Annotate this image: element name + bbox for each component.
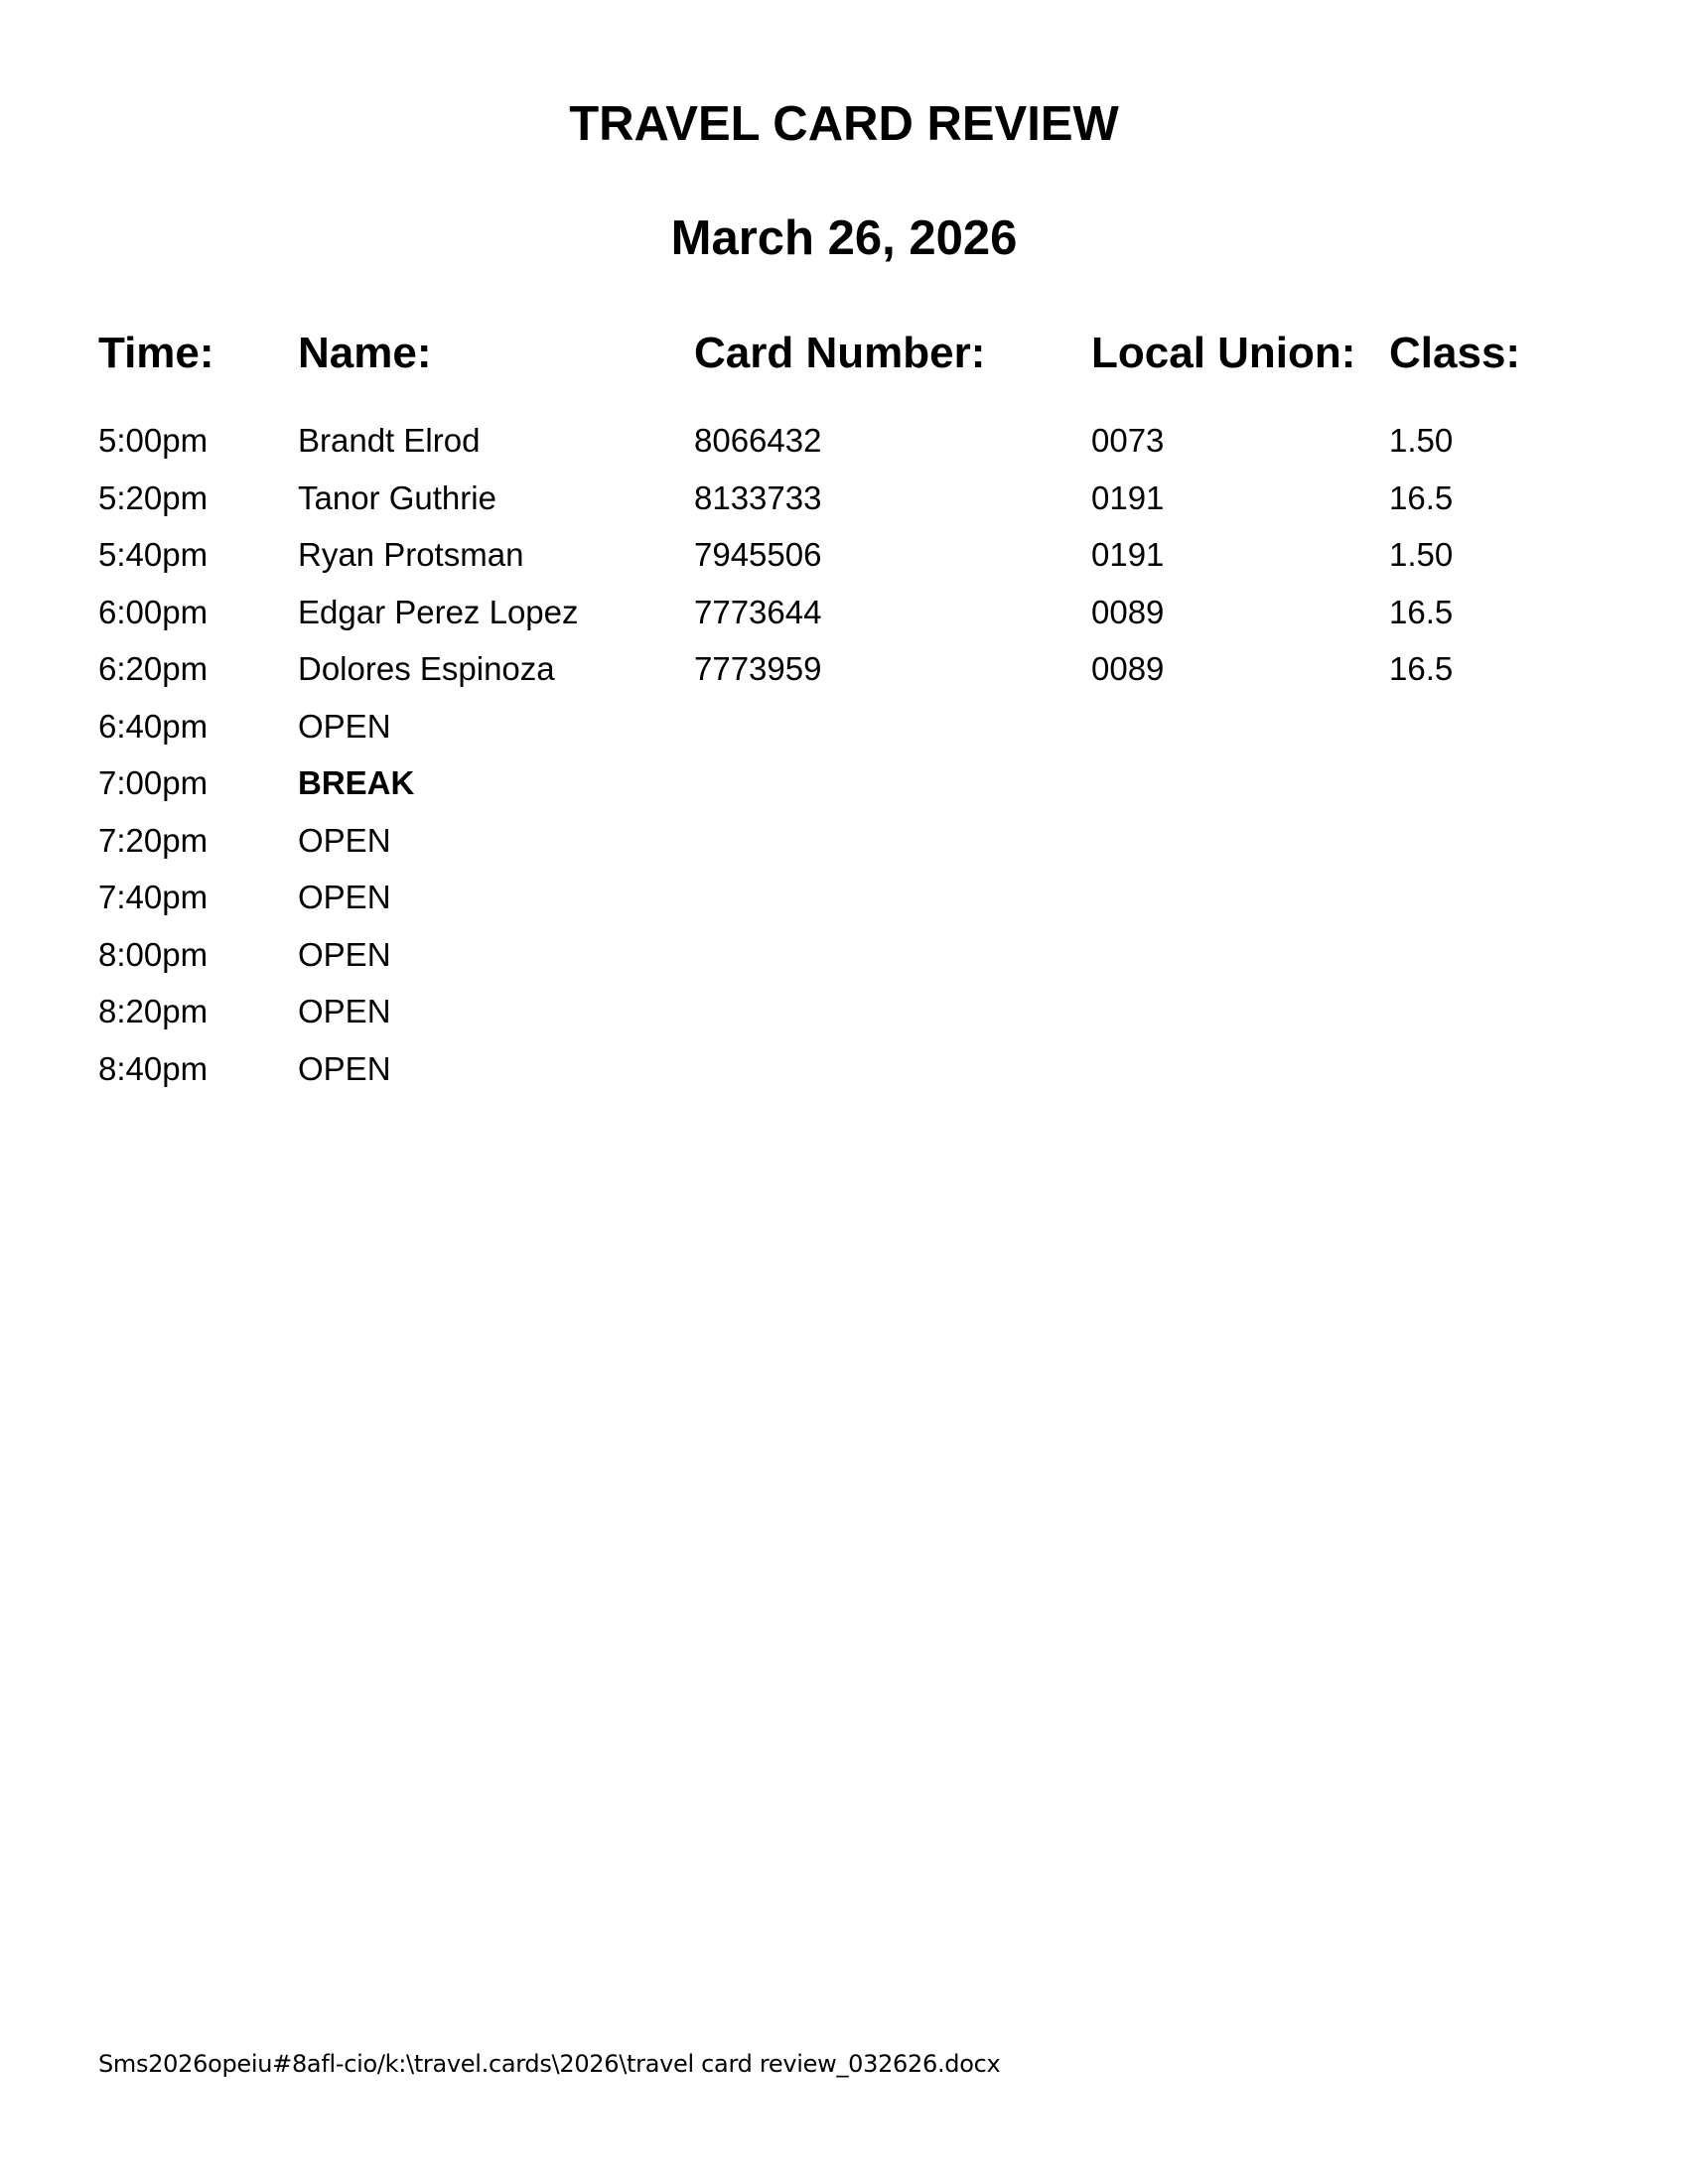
table-row — [0, 534, 1688, 592]
table-row — [0, 592, 1688, 649]
row-name: Edgar Perez Lopez — [298, 593, 579, 630]
row-time: 7:20pm — [98, 821, 209, 859]
row-local-union: 0089 — [1091, 593, 1165, 630]
row-local-union: 0073 — [1091, 422, 1165, 459]
row-local-union: 0191 — [1091, 478, 1165, 516]
header-time: Time: — [98, 329, 214, 377]
row-time: 6:40pm — [98, 707, 209, 745]
table-row — [0, 991, 1688, 1048]
row-class: 1.50 — [1389, 536, 1454, 573]
row-name: OPEN — [298, 935, 391, 973]
row-class: 16.5 — [1389, 478, 1454, 516]
row-name: OPEN — [298, 879, 391, 915]
row-name: OPEN — [298, 707, 391, 745]
row-time: 7:00pm — [98, 764, 209, 801]
table-row — [0, 820, 1688, 878]
row-name: Brandt Elrod — [298, 422, 481, 459]
footer-file-path: Sms2026opeiu#8afl-cio/k:\travel.cards\2026\travel card review_032626.docx — [98, 2050, 1001, 2078]
table-row — [0, 1048, 1688, 1106]
row-name: Ryan Protsman — [298, 536, 524, 573]
row-time: 8:20pm — [98, 993, 209, 1029]
row-time: 5:20pm — [98, 478, 209, 516]
row-name: Dolores Espinoza — [298, 650, 555, 687]
row-name: BREAK — [298, 764, 415, 801]
row-time: 8:00pm — [98, 935, 209, 973]
header-name: Name: — [298, 329, 432, 377]
row-card-number: 7773644 — [694, 593, 822, 630]
row-card-number: 7773959 — [694, 650, 822, 687]
row-time: 6:20pm — [98, 650, 209, 687]
table-row — [0, 420, 1688, 478]
table-header — [0, 329, 1688, 384]
row-class: 16.5 — [1389, 650, 1454, 687]
row-time: 8:40pm — [98, 1049, 209, 1087]
document-title: TRAVEL CARD REVIEW — [569, 97, 1119, 151]
header-class: Class: — [1389, 329, 1521, 377]
row-name: OPEN — [298, 821, 391, 859]
header-local-union: Local Union: — [1091, 329, 1356, 377]
row-name: Tanor Guthrie — [298, 478, 496, 516]
row-time: 7:40pm — [98, 879, 209, 915]
row-class: 1.50 — [1389, 422, 1454, 459]
table-row — [0, 706, 1688, 763]
row-time: 6:00pm — [98, 593, 209, 630]
table-row — [0, 934, 1688, 992]
row-name: OPEN — [298, 1049, 391, 1087]
row-card-number: 7945506 — [694, 536, 822, 573]
table-row — [0, 648, 1688, 706]
document-date: March 26, 2026 — [670, 211, 1018, 265]
row-card-number: 8133733 — [694, 478, 822, 516]
table-row — [0, 877, 1688, 934]
row-card-number: 8066432 — [694, 422, 822, 459]
schedule-table-body — [0, 420, 1688, 1105]
row-name: OPEN — [298, 993, 391, 1029]
row-time: 5:40pm — [98, 536, 209, 573]
row-time: 5:00pm — [98, 422, 209, 459]
header-card-number: Card Number: — [694, 329, 986, 377]
row-class: 16.5 — [1389, 593, 1454, 630]
row-local-union: 0089 — [1091, 650, 1165, 687]
row-local-union: 0191 — [1091, 536, 1165, 573]
table-row — [0, 762, 1688, 820]
table-row — [0, 478, 1688, 535]
